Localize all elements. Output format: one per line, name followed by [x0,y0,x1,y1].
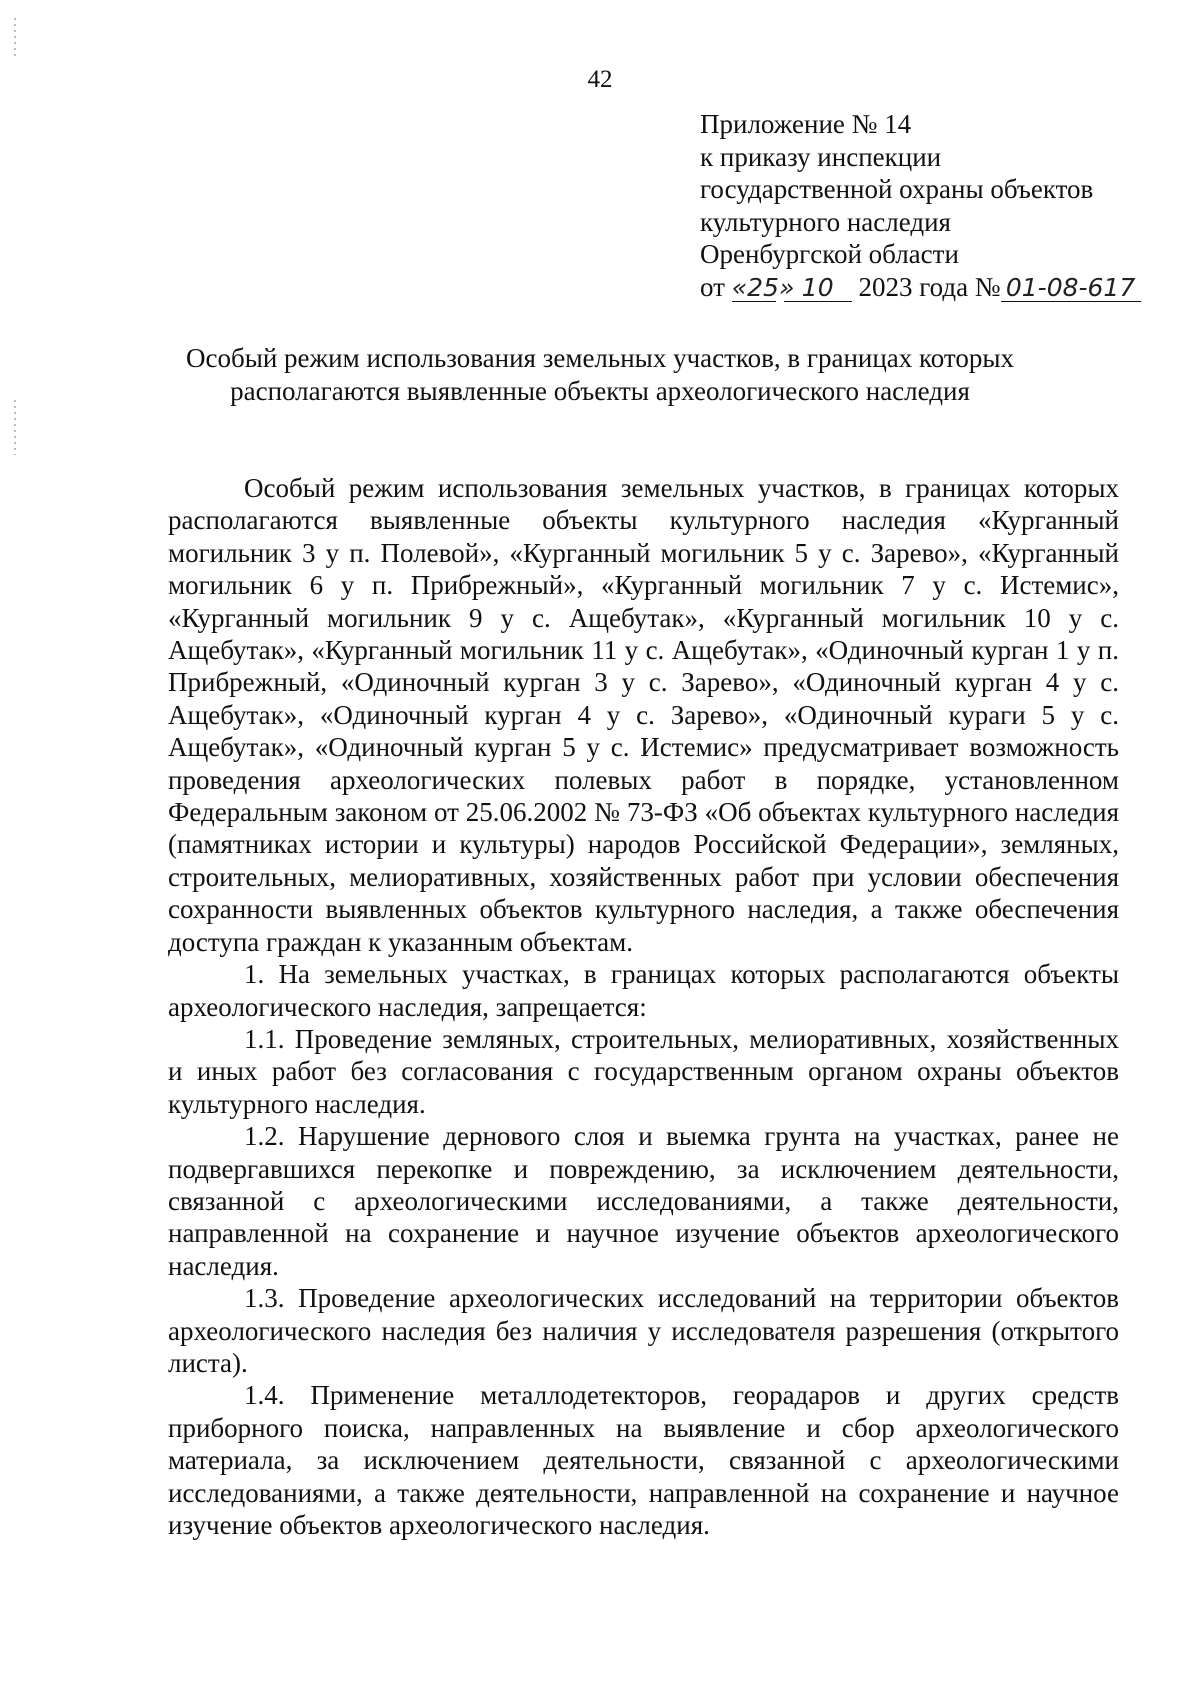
clause-1-2: 1.2. Нарушение дернового слоя и выемка грунта на участках, ранее не подвергавшихся перекопке и повреждению, за исключением деятельности, связанной с археологическими исследованиями, а также деятельности, направленной на сохранение и научное изучение объектов археологического наследия. [168,1121,1119,1281]
clause-1-1: 1.1. Проведение земляных, строительных, мелиоративных, хозяйственных и иных работ без согласования с государственным органом охраны объектов культурного наследия. [168,1023,1119,1119]
scan-artifact [14,18,16,58]
clause-1-4: 1.4. Применение металлодетекторов, георадаров и других средств приборного поиска, направленных на выявление и сбор археологического материала, за исключением деятельности, связанной с археологическими исследованиями, а также деятельности, направленной на сохранение и научное изучение объектов археологического наследия. [168,1380,1119,1540]
order-number-handwritten: 01-08-617 [1001,275,1141,302]
appendix-line: Оренбургской области [700,239,959,269]
date-month-handwritten: 10 [784,275,852,302]
intro-paragraph: Особый режим использования земельных участков, в границах которых располагаются выявленные объекты культурного наследия «Курганный могильник 3 у п. Полевой», «Курганный могильник 5 у с. Зарево», «Курганный могильник 6 у п. Прибрежный», «Курганный могильник 7 у с. Истемис», «Курганный могильник 9 у с. Ащебутак», «Курганный могильник 10 у с. Ащебутак», «Курганный могильник 11 у с. Ащебутак», «Одиночный курган 1 у п. Прибрежный, «Одиночный курган 3 у с. Зарево», «Одиночный курган 4 у с. Ащебутак», «Одиночный курган 4 у с. Зарево», «Одиночный кураги 5 у с. Ащебутак», «Одиночный курган 5 у с. Истемис» предусматривает возможность проведения археологических полевых работ в порядке, установленном Федеральным законом от 25.06.2002 № 73-ФЗ «Об объектах культурного наследия (памятниках истории и культуры) народов Российской Федерации», земляных, строительных, мелиоративных, хозяйственных работ при условии обеспечения сохранности выявленных объектов культурного наследия, а также обеспечения доступа граждан к указанным объектам. [168,473,1119,957]
date-year: 2023 года № [858,271,1001,302]
heading-line: Особый режим использования земельных участков, в границах которых [185,343,1015,373]
date-day-handwritten: «25» [731,272,795,302]
appendix-block [700,108,1180,303]
clause-1: 1. На земельных участках, в границах которых располагаются объекты археологического наследия, запрещается: [168,959,1119,1022]
heading-line: располагаются выявленные объекты археологического наследия [230,376,970,406]
appendix-line: культурного наследия [700,206,951,237]
clause-1-3: 1.3. Проведение археологических исследований на территории объектов археологического наследия без наличия у исследователя разрешения (открытого листа). [168,1283,1119,1378]
document-heading [150,342,1050,408]
appendix-date-line [700,271,1180,304]
document-body [168,472,1119,1541]
page-number: 42 [587,66,613,93]
appendix-line: государственной охраны объектов [700,174,1094,204]
appendix-line: к приказу инспекции [700,141,942,172]
appendix-title: Приложение № 14 [700,109,912,139]
scan-artifact [14,400,16,455]
date-prefix: от [700,271,725,302]
